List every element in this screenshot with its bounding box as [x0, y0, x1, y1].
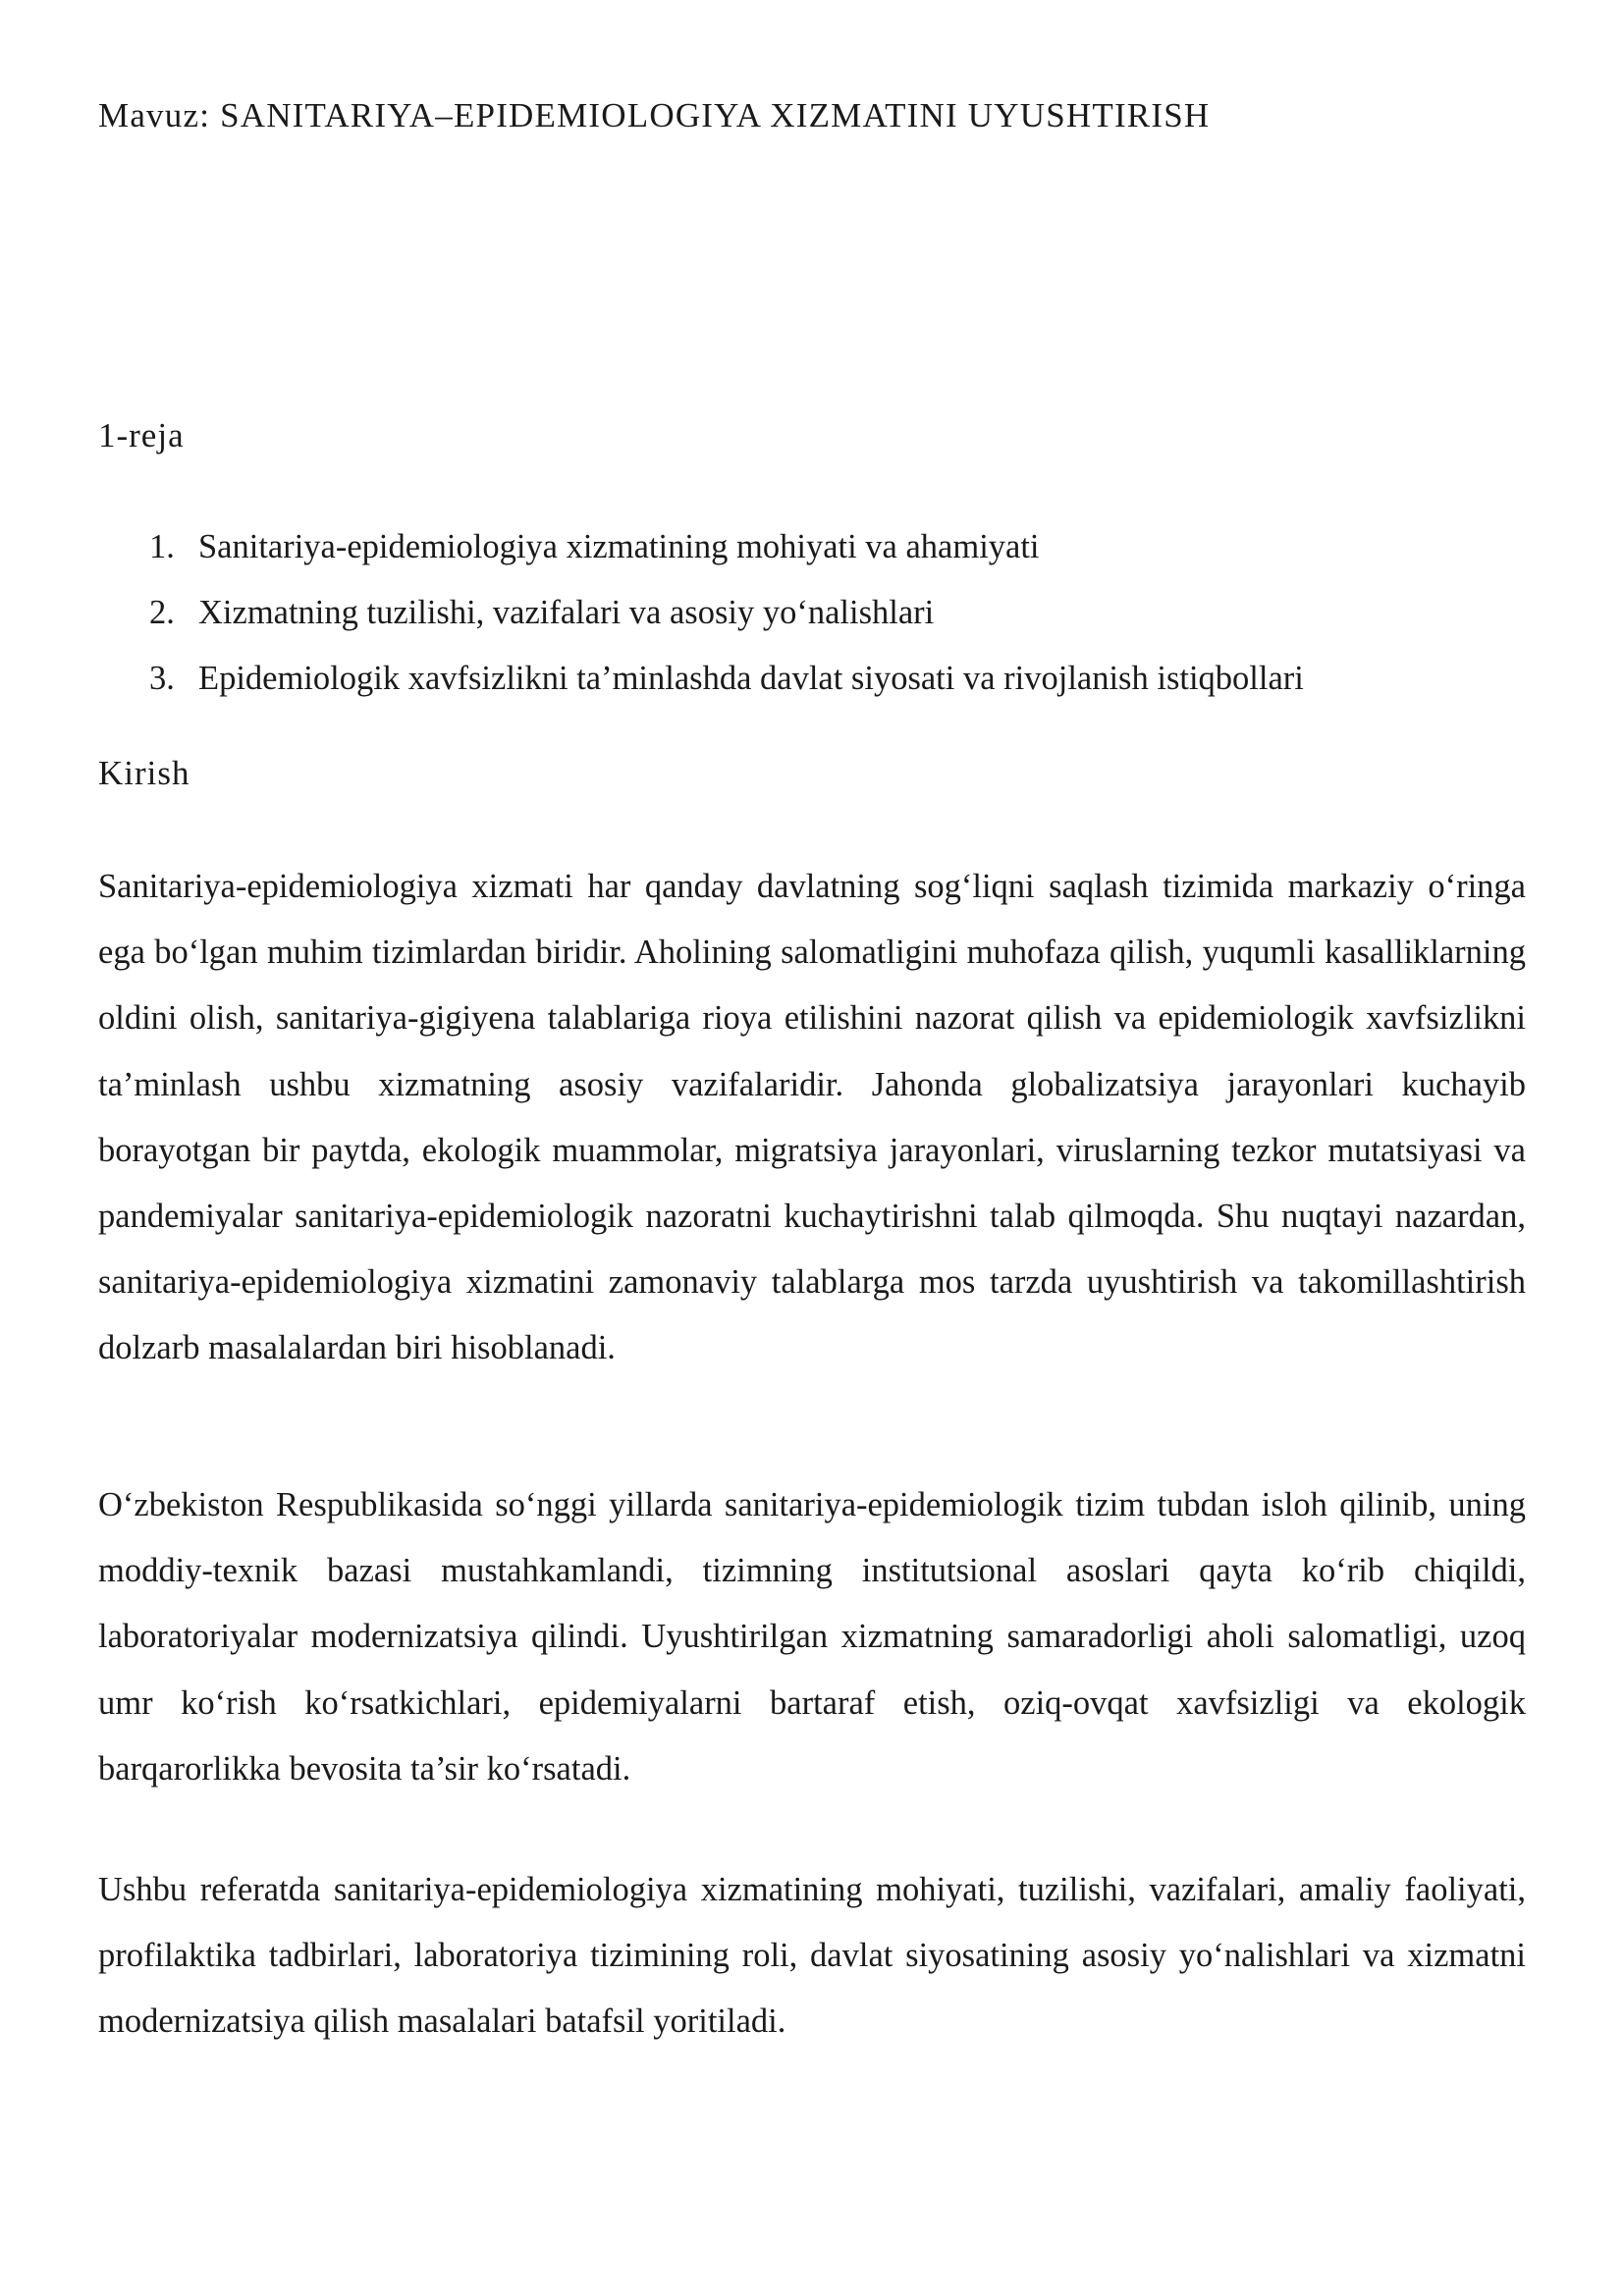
- plan-item-number: 3.: [149, 660, 175, 697]
- plan-list: [149, 514, 1304, 712]
- intro-paragraph-2: O‘zbekiston Respublikasida so‘nggi yillarda sanitariya-epidemiologik tizim tubdan isloh qilinib, uning moddiy-texnik bazasi mustahkamlandi, tizimning institutsional asoslari qayta ko‘rib chiqildi, laboratoriyalar modernizatsiya qilindi. Uyushtirilgan xizmatning samaradorligi aholi salomatligi, uzoq umr ko‘rish ko‘rsatkichlari, epidemiyalarni bartaraf etish, oziq-ovqat xavfsizligi va ekologik barqarorlikka bevosita ta’sir ko‘rsatadi.: [98, 1486, 1526, 1788]
- intro-paragraph-1: Sanitariya-epidemiologiya xizmati har qanday davlatning sog‘liqni saqlash tizimida markaziy o‘ringa ega bo‘lgan muhim tizimlardan biridir. Aholining salomatligini muhofaza qilish, yuqumli kasalliklarning oldini olish, sanitariya-gigiyena talablariga rioya etilishini nazorat qilish va epidemiologik xavfsizlikni ta’minlash ushbu xizmatning asosiy vazifalaridir. Jahonda globalizatsiya jarayonlari kuchayib borayotgan bir paytda, ekologik muammolar, migratsiya jarayonlari, viruslarning tezkor mutatsiyasi va pandemiyalar sanitariya-epidemiologik nazoratni kuchaytirishni talab qilmoqda. Shu nuqtayi nazardan, sanitariya-epidemiologiya xizmatini zamonaviy talablarga mos tarzda uyushtirish va takomillashtirish dolzarb masalalardan biri hisoblanadi.: [98, 868, 1526, 1367]
- plan-label: 1-reja: [98, 416, 185, 454]
- plan-item-number: 2.: [149, 594, 175, 631]
- plan-item-text: Sanitariya-epidemiologiya xizmatining mohiyati va ahamiyati: [198, 528, 1040, 565]
- plan-item-text: Xizmatning tuzilishi, vazifalari va asosiy yo‘nalishlari: [198, 594, 935, 631]
- plan-item: [149, 646, 1304, 712]
- document-title: Mavuz: SANITARIYA–EPIDEMIOLOGIYA XIZMATINI UYUSHTIRISH: [98, 96, 1211, 134]
- plan-item-number: 1.: [149, 528, 175, 565]
- plan-item: [149, 580, 1304, 646]
- plan-item: [149, 514, 1304, 580]
- intro-heading: Kirish: [98, 754, 190, 792]
- intro-paragraph-3: Ushbu referatda sanitariya-epidemiologiya xizmatining mohiyati, tuzilishi, vazifalari, amaliy faoliyati, profilaktika tadbirlari, laboratoriya tizimining roli, davlat siyosatining asosiy yo‘nalishlari va xizmatni modernizatsiya qilish masalalari batafsil yoritiladi.: [98, 1871, 1526, 2041]
- plan-item-text: Epidemiologik xavfsizlikni ta’minlashda davlat siyosati va rivojlanish istiqbollari: [198, 660, 1304, 697]
